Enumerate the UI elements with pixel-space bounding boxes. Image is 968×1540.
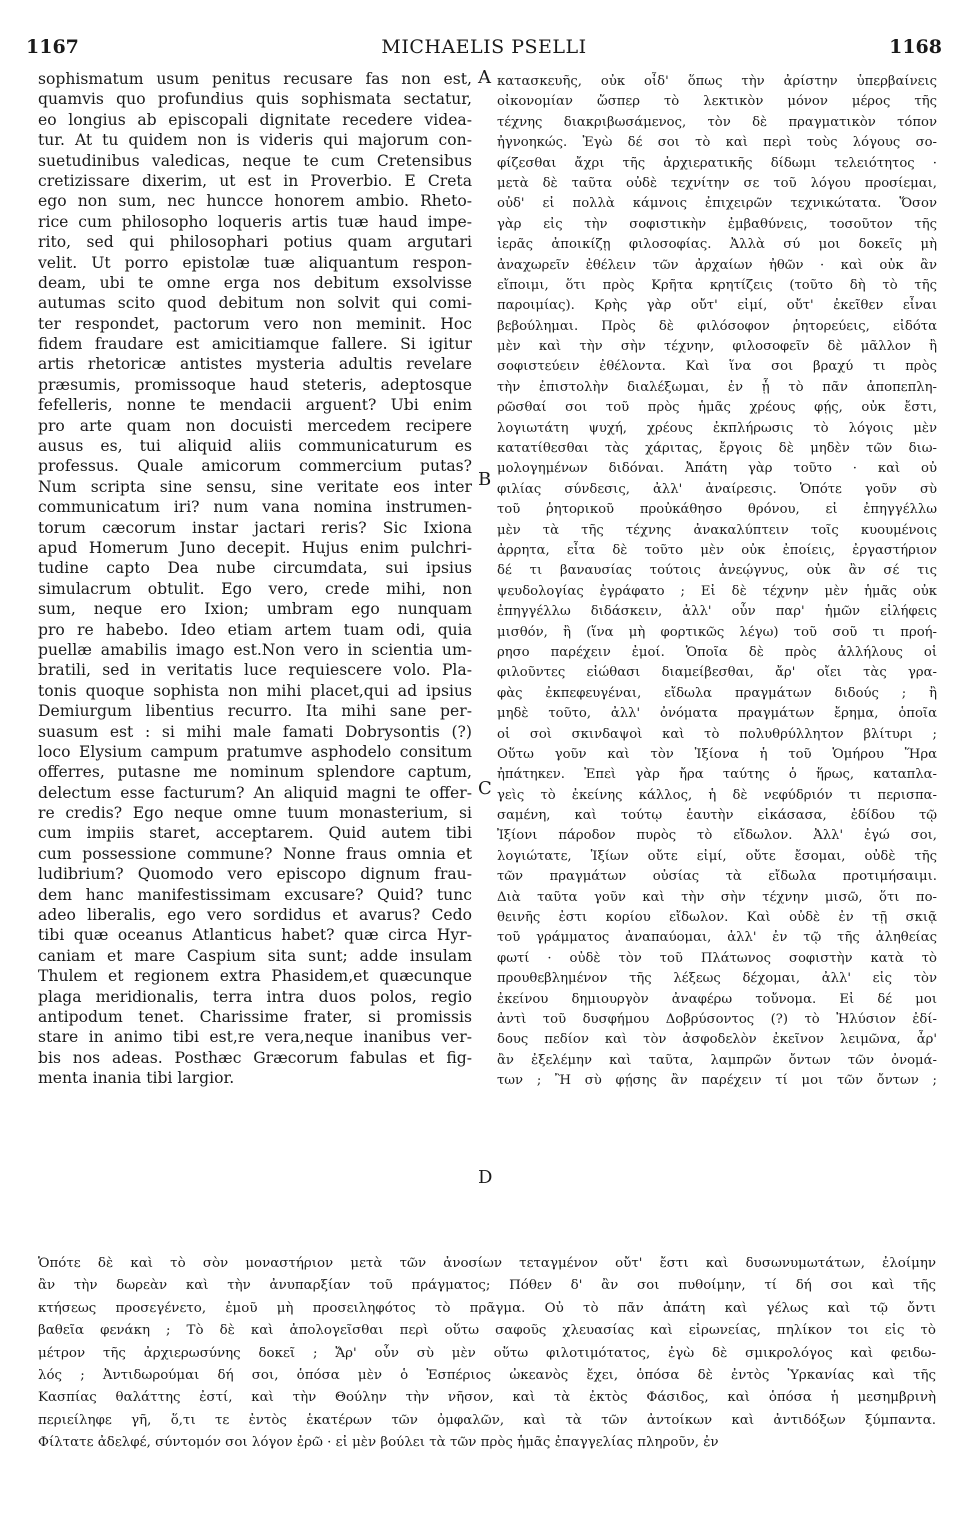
greek-text-line: δέ τι βαναυσίας τούτοις ἀνεῴγνυς, οὐκ ἂν σέ τις [497, 563, 937, 579]
latin-text-line: menta inania tibi largior. [38, 1069, 235, 1088]
greek-bottom-line: περιείληφε γῆ, ὅ,τι τε ἐντὸς ἑκατέρων τῶν ὀμφαλῶν, καὶ τὰ τῶν ἀντοίκων καὶ ἀντιδόξων ξύμπαντα. [38, 1412, 936, 1428]
greek-text-line: Ἰξίονι πάροδον πυρὸς τὸ εἴδωλον. Ἀλλ' ἐγώ σοι, [497, 828, 937, 844]
section-marker-b: B [478, 469, 492, 490]
greek-text-line: τέχνης διακριβωσάμενος, τὸν δὲ πραγματικὸν τόπον [497, 114, 937, 130]
latin-text-line: rito, sed qui philosophari potius quam argutari [38, 233, 472, 252]
greek-text-line: τὴν ἐπιστολὴν διαλέξωμαι, ἐν ᾗ τὸ πᾶν ἀποπεπλη- [497, 379, 937, 395]
greek-text-line: δους πεδίον καὶ τὸν ἀσφοδελὸν ἐκεῖνον λειμῶνα, ἆρ' [497, 1032, 937, 1048]
greek-text-line: οἰκονομίαν ὥσπερ τὸ λεκτικὸν μόνον μέρος τῆς [497, 94, 937, 110]
latin-text-line: ter respondet, pactorum vero non meminit. Hoc [38, 314, 472, 333]
greek-text-line: ἠπάτηκεν. Ἐπεὶ γὰρ ἤρα ταύτης ὁ ἥρως, καταπλα- [497, 767, 937, 783]
latin-text-line: communicatum iri? num vana nomina instrumen- [38, 498, 472, 517]
latin-text-line: pro re habebo. Ideo etiam artem tuam odi, quia [38, 620, 472, 639]
greek-text-line: φιλίας σύνδεσις, ἀλλ' ἀναίρεσις. Ὁπότε γοῦν σὺ [497, 481, 937, 497]
latin-text-line: præsumis, promissoque haud steteris, adeptosque [38, 375, 472, 394]
latin-text-line: dem hanc manifestissimam excusare? Quid? tunc [38, 885, 472, 904]
greek-text-line: σαμένη, καὶ τούτῳ ἑαυτὴν εἰκάσασα, ἐδίδου τῷ [497, 808, 937, 824]
latin-text-line: sum, neque ero Ixion; umbram ego nunquam [38, 600, 472, 619]
latin-text-line: loco Elysium campum pratumve asphodelo consitum [38, 742, 472, 761]
greek-text-line: ψευδολογίας ἐγράφατο ; Εἰ δὲ τέχνην μὲν ἡμᾶς οὐκ [497, 583, 937, 599]
greek-text-line: ἐπηγγέλλω διδάσκειν, ἀλλ' οὖν παρ' ἡμῶν εἰλήφεις [497, 604, 937, 620]
latin-text-line: puellæ amabilis imago est.Non vero in scientia um- [38, 640, 472, 659]
greek-text-line: λογιώτατε, Ἰξίων οὔτε εἰμί, οὔτε ἔσομαι, οὐδὲ τῆς [497, 848, 937, 864]
greek-text-line: φωτί · οὐδὲ τὸν τοῦ Πλάτωνος σοφιστὴν κατὰ τὸ [497, 950, 937, 966]
greek-text-line: ἀρρητα, εἶτα δὲ τοῦτο μὲν οὐκ ἐποίεις, ἐργαστήριον [497, 542, 937, 558]
latin-text-line: suasum est : si mihi male famati Dobrysontis (?) [38, 722, 472, 741]
greek-text-line: παροιμίας). Κρὴς γὰρ οὔτ' εἰμί, οὔτ' ἐκεῖθεν εἶναι [497, 298, 937, 314]
greek-text-line: κατατίθεσθαι τὰς χάριτας, ἔργοις δὲ μηδὲν τῶν διω- [497, 441, 937, 457]
latin-text-line: ausus es, tui aliquid aliis communicaturum es [38, 437, 472, 456]
latin-text-line: tibi quæ oceanus Atlanticus habet? quæ circa Hyr- [38, 926, 472, 945]
latin-text-line: Num scripta sine sensu, sine veritate eos inter [38, 477, 472, 496]
latin-text-line: cretizissare dixerim, ut est in Proverbio. E Creta [38, 171, 472, 190]
latin-text-line: fefelleris, nonne te mendacii arguent? Ubi enim [38, 396, 472, 415]
right-page-number: 1168 [889, 36, 942, 58]
latin-text-line: cum possessione commune? Nonne fraus omnia et [38, 844, 472, 863]
greek-bottom-line: βαθεῖα φενάκη ; Τὸ δὲ καὶ ἀπολογεῖσθαι περὶ οὕτω σαφοῦς χλευασίας καὶ εἰρωνείας, πηλίκον τοι εἰς τὸ [38, 1323, 936, 1339]
greek-text-line: μολογημένων διδόναι. Ἀπάτη γὰρ τοῦτο · καὶ οὐ [497, 461, 937, 477]
latin-text-line: professus. Quale amicorum commercium putas? [38, 457, 472, 476]
greek-bottom-line: ἂν τὴν δωρεὰν καὶ τὴν ἀνυπαρξίαν τοῦ πράγματος; Πόθεν δ' ἂν σοι πυθοίμην, τί δή σοι καὶ τῆς [38, 1278, 936, 1294]
latin-text-line: plaga meridionalis, terra intra duos polos, regio [38, 987, 472, 1006]
greek-text-line: λογιωτάτη ψυχή, χρέους ἐκπλήρωσις τὸ λόγοις μὲν [497, 420, 937, 436]
section-marker-d: D [478, 1167, 493, 1188]
greek-bottom-line: Ὁπότε δὲ καὶ τὸ σὸν μοναστήριον μετὰ τῶν ἀνοσίων τεταγμένον οὔτ' ἔστι καὶ δυσωνυμωτάτων, ἐλοίμην [38, 1256, 936, 1271]
latin-text-line: antipodum tenet. Charissime frater, si promissis [38, 1007, 472, 1026]
latin-text-line: simulacrum obtulit. Ego vero, crede mihi, non [38, 579, 472, 598]
running-title: MICHAELIS PSELLI [381, 36, 587, 58]
greek-text-line: φίζεσθαι ἄχρι τῆς ἀρχιερατικῆς δίδωμι τελειότητος · [497, 155, 937, 171]
greek-text-line: των ; Ἢ σὺ φῄσης ἂν παρέχειν τί μοι τῶν ὄντων ; [497, 1073, 937, 1089]
greek-text-line: προυθεβλημένον τῆς λέξεως δέχομαι, ἀλλ' εἰς τὸν [497, 971, 937, 987]
latin-text-line: eo longius ab episcopali dignitate recedere videa- [38, 110, 472, 129]
greek-text-line: κατασκευῆς, οὐκ οἶδ' ὅπως τὴν ἀρίστην ὑπερβαίνεις [497, 74, 937, 89]
greek-bottom-line: Φίλτατε ἀδελφέ, σύντομόν σοι λόγον ἐρῶ · εἰ μὲν βούλει τὰ τῶν πρὸς ἡμᾶς ἐπαγγελίας πληροῦν, ἐν [38, 1435, 719, 1451]
latin-text-line: stare in animo tibi est,re vera,neque inanibus ver- [38, 1028, 472, 1047]
greek-text-line: τῶν πραγμάτων οὐσίας τὰ εἴδωλα προτιμήσαιμι. [497, 869, 937, 885]
latin-text-line: torum cæcorum instar jactari reris? Sic Ixiona [38, 518, 472, 537]
greek-text-line: ἀναχωρεῖν ἐθέλειν τῶν ἀρχαίων ἠθῶν · καὶ οὐκ ἂν [497, 257, 937, 273]
greek-text-line: Διὰ ταῦτα γοῦν καὶ τὴν σὴν τέχνην μισῶ, ὅτι πο- [497, 889, 937, 905]
greek-text-line: Οὕτω γοῦν καὶ τὸν Ἰξίονα ἡ τοῦ Ὁμήρου Ἥρα [497, 746, 937, 762]
latin-text-line: apud Homerum Juno decepit. Hujus enim pulchri- [38, 538, 472, 557]
greek-text-line: γὰρ εἰς τὴν σοφιστικὴν ἐμβαθύνεις, τοσοῦτον τῆς [497, 216, 937, 232]
greek-text-line: τοῦ ῥητορικοῦ προὐκάθησο θρόνου, εἰ ἐπηγγέλλω [497, 502, 937, 518]
greek-bottom-line: λός ; Ἀντιδωρούμαι δή σοι, ὁπόσα μὲν ὁ Ἑσπέριος ὠκεανὸς ἔχει, ὁπόσα δὲ ἐντὸς Ὑρκανίας καὶ τῆς [38, 1367, 936, 1383]
latin-text-line: tur. At tu quidem non is videris qui majorum con- [38, 131, 472, 150]
latin-text-line: sophismatum usum penitus recusare fas non est, [38, 70, 472, 88]
latin-text-line: autumas scito quod debitum non solvit qui comi- [38, 294, 472, 313]
latin-text-line: fidem fraudare est amicitiamque fallere. Si igitur [38, 335, 472, 354]
left-page-number: 1167 [26, 36, 79, 58]
latin-text-line: delectum esse facturum? An aliquid magni te offer- [38, 783, 472, 802]
latin-text-line: re credis? Ego neque omne tuum monasterium, si [38, 804, 472, 823]
greek-column [497, 72, 937, 1092]
latin-text-line: velit. Ut porro epistolæ tuæ aliquantum respon- [38, 253, 472, 272]
greek-text-line: μὲν καὶ τὴν σὴν τέχνην, φιλοσοφεῖν δὲ μᾶλλον ἢ [497, 339, 937, 355]
latin-text-line: deam, ubi te omne erga nos debitum exsolvisse [38, 273, 472, 292]
latin-text-line: ego non sum, nec huncce honorem ambio. Rheto- [38, 192, 472, 211]
page-header [26, 36, 942, 60]
greek-text-line: μηδὲ τοῦτο, ἀλλ' ὀνόματα πραγμάτων ἔρημα, ὁποῖα [497, 706, 937, 722]
greek-text-line: εἴποιμι, ὅτι πρὸς Κρῆτα κρητίζεις (τοῦτο δὴ τὸ τῆς [497, 277, 937, 293]
greek-text-line: οὐδ' εἰ πολλὰ κάμνοις ἐπιχειρῶν τεχνικώτατα. Ὅσον [497, 196, 937, 212]
latin-text-line: bis nos adeas. Posthæc Græcorum fabulas et fig- [38, 1048, 472, 1067]
greek-text-line: μετὰ δὲ ταῦτα οὐδὲ τεχνίτην σε τοῦ λόγου προσίεμαι, [497, 175, 937, 191]
greek-text-line: βεβούλημαι. Πρὸς δὲ φιλόσοφον ῥητορεύεις, εἰδότα [497, 318, 937, 334]
greek-text-line: μισθόν, ἢ (ἵνα μὴ φορτικῶς λέγω) τοῦ σοῦ τι προή- [497, 624, 937, 640]
greek-text-line: οἱ σοὶ σκινδαψοὶ καὶ τὸ πολυθρύλλητον βλίτυρι ; [497, 726, 937, 742]
greek-bottom-line: κτήσεως προσεγένετο, ἐμοῦ μὴ προσειληφότος τὸ πρᾶγμα. Οὐ τὸ πᾶν ἀπάτη καὶ γέλως καὶ τῷ ὄντι [38, 1300, 936, 1316]
latin-text-line: artis rhetoricæ antistes mysteria adultis revelare [38, 355, 472, 374]
latin-text-line: Thulem et regionem extra Phasidem,et quæcunque [38, 967, 472, 986]
greek-text-line: ἱερᾶς ἀποικίζῃ φιλοσοφίας. Ἀλλὰ σύ μοι δοκεῖς μὴ [497, 237, 937, 253]
latin-text-line: quamvis quo profundius quis sophismata sectatur, [38, 90, 472, 109]
greek-text-line: φὰς ἐκπεφευγέναι, εἴδωλα πραγμάτων διδούς ; ἢ [497, 685, 937, 701]
greek-bottom-line: Κασπίας θαλάττης ἐστί, καὶ τὴν Θούλην τὴν νῆσον, καὶ τὰ ἐκτὸς Φάσιδος, καὶ ὁπόσα ἡ μεσημβρινὴ [38, 1390, 936, 1406]
latin-column [38, 69, 472, 1089]
latin-text-line: tonis quoque sophista non mihi placet,qui ad ipsius [38, 681, 472, 700]
greek-text-line: τοῦ γράμματος ἀναπαύομαι, ἀλλ' ἐν τῷ τῆς ἀληθείας [497, 930, 937, 946]
greek-text-line: γεὶς τὸ ἐκείνης κάλλος, ἡ δὲ νεφύδριόν τι περισπα- [497, 787, 937, 803]
latin-text-line: tudine capto Dea nube circumdata, sui ipsius [38, 559, 472, 578]
greek-text-line: ρησο παρέχειν ἐμοί. Ὁποῖα δὲ πρὸς ἀλλήλους οἱ [497, 644, 937, 660]
section-marker-a: A [478, 67, 491, 88]
greek-text-line: ἠγνοηκώς. Ἐγὼ δέ σοι τὸ καὶ περὶ τοὺς λόγους σο- [497, 135, 937, 151]
greek-full-width-text [38, 1253, 936, 1455]
latin-text-line: suetudinibus valedicas, neque te cum Cretensibus [38, 151, 472, 170]
greek-text-line: σοφιστεύειν ἐθέλοντα. Καὶ ἵνα σοι βραχύ τι πρὸς [497, 359, 937, 375]
greek-text-line: ρῶσθαί σοι τοῦ πρὸς ἡμᾶς χρέους φῄς, οὐκ ἔστι, [497, 400, 937, 416]
section-marker-c: C [478, 778, 492, 799]
latin-text-line: offerres, putasne me nominum splendore captum, [38, 763, 472, 782]
greek-text-line: μὲν τὰ τῆς τέχνης ἀνακαλύπτειν τοῖς κυουμένοις [497, 522, 937, 538]
latin-text-line: ludibrium? Quomodo vero episcopo dignum frau- [38, 865, 472, 884]
latin-text-line: bratili, sed in veritatis luce requiescere volo. Pla- [38, 661, 472, 680]
greek-text-line: φιλοῦντες εἰώθασι διαμείβεσθαι, ἄρ' οἴει τὰς γρα- [497, 665, 937, 681]
latin-text-line: cum impiis staret, acceptarem. Quid autem tibi [38, 824, 472, 843]
latin-text-line: Demiurgum libentius recurro. Ita mihi sane per- [38, 702, 472, 721]
latin-text-line: caniam et mare Caspium sita sunt; adde insulam [38, 946, 472, 965]
greek-text-line: θεινῆς ἐστι κορίου εἴδωλον. Καὶ οὐδὲ ἐν τῇ σκιᾷ [497, 910, 937, 926]
greek-text-line: ἂν ἐξελέμην καὶ ταῦτα, λαμπρῶν ὄντων τῶν ὀνομά- [497, 1052, 937, 1068]
greek-bottom-line: μέτρον τῆς ἀρχιερωσύνης δοκεῖ ; Ἄρ' οὖν σὺ μὲν οὕτω φιλοτιμότατος, ἐγὼ δὲ σμικρολόγος καὶ φειδω- [38, 1345, 936, 1361]
greek-text-line: ἀντὶ τοῦ δυσφήμου Δοβρύσοντος (?) τὸ Ἠλύσιον ἐδί- [497, 1011, 937, 1027]
latin-text-line: adeo liberalis, ego vero sordidus et avarus? Cedo [38, 906, 472, 925]
latin-text-line: rice cum philosopho loqueris artis tuæ haud impe- [38, 212, 472, 231]
latin-text-line: pro arte quam non docuisti mercedem recipere [38, 416, 472, 435]
greek-text-line: ἐκείνου δημιουργὸν ἀναφέρω τοὔνομα. Εἰ δέ μοι [497, 991, 937, 1007]
